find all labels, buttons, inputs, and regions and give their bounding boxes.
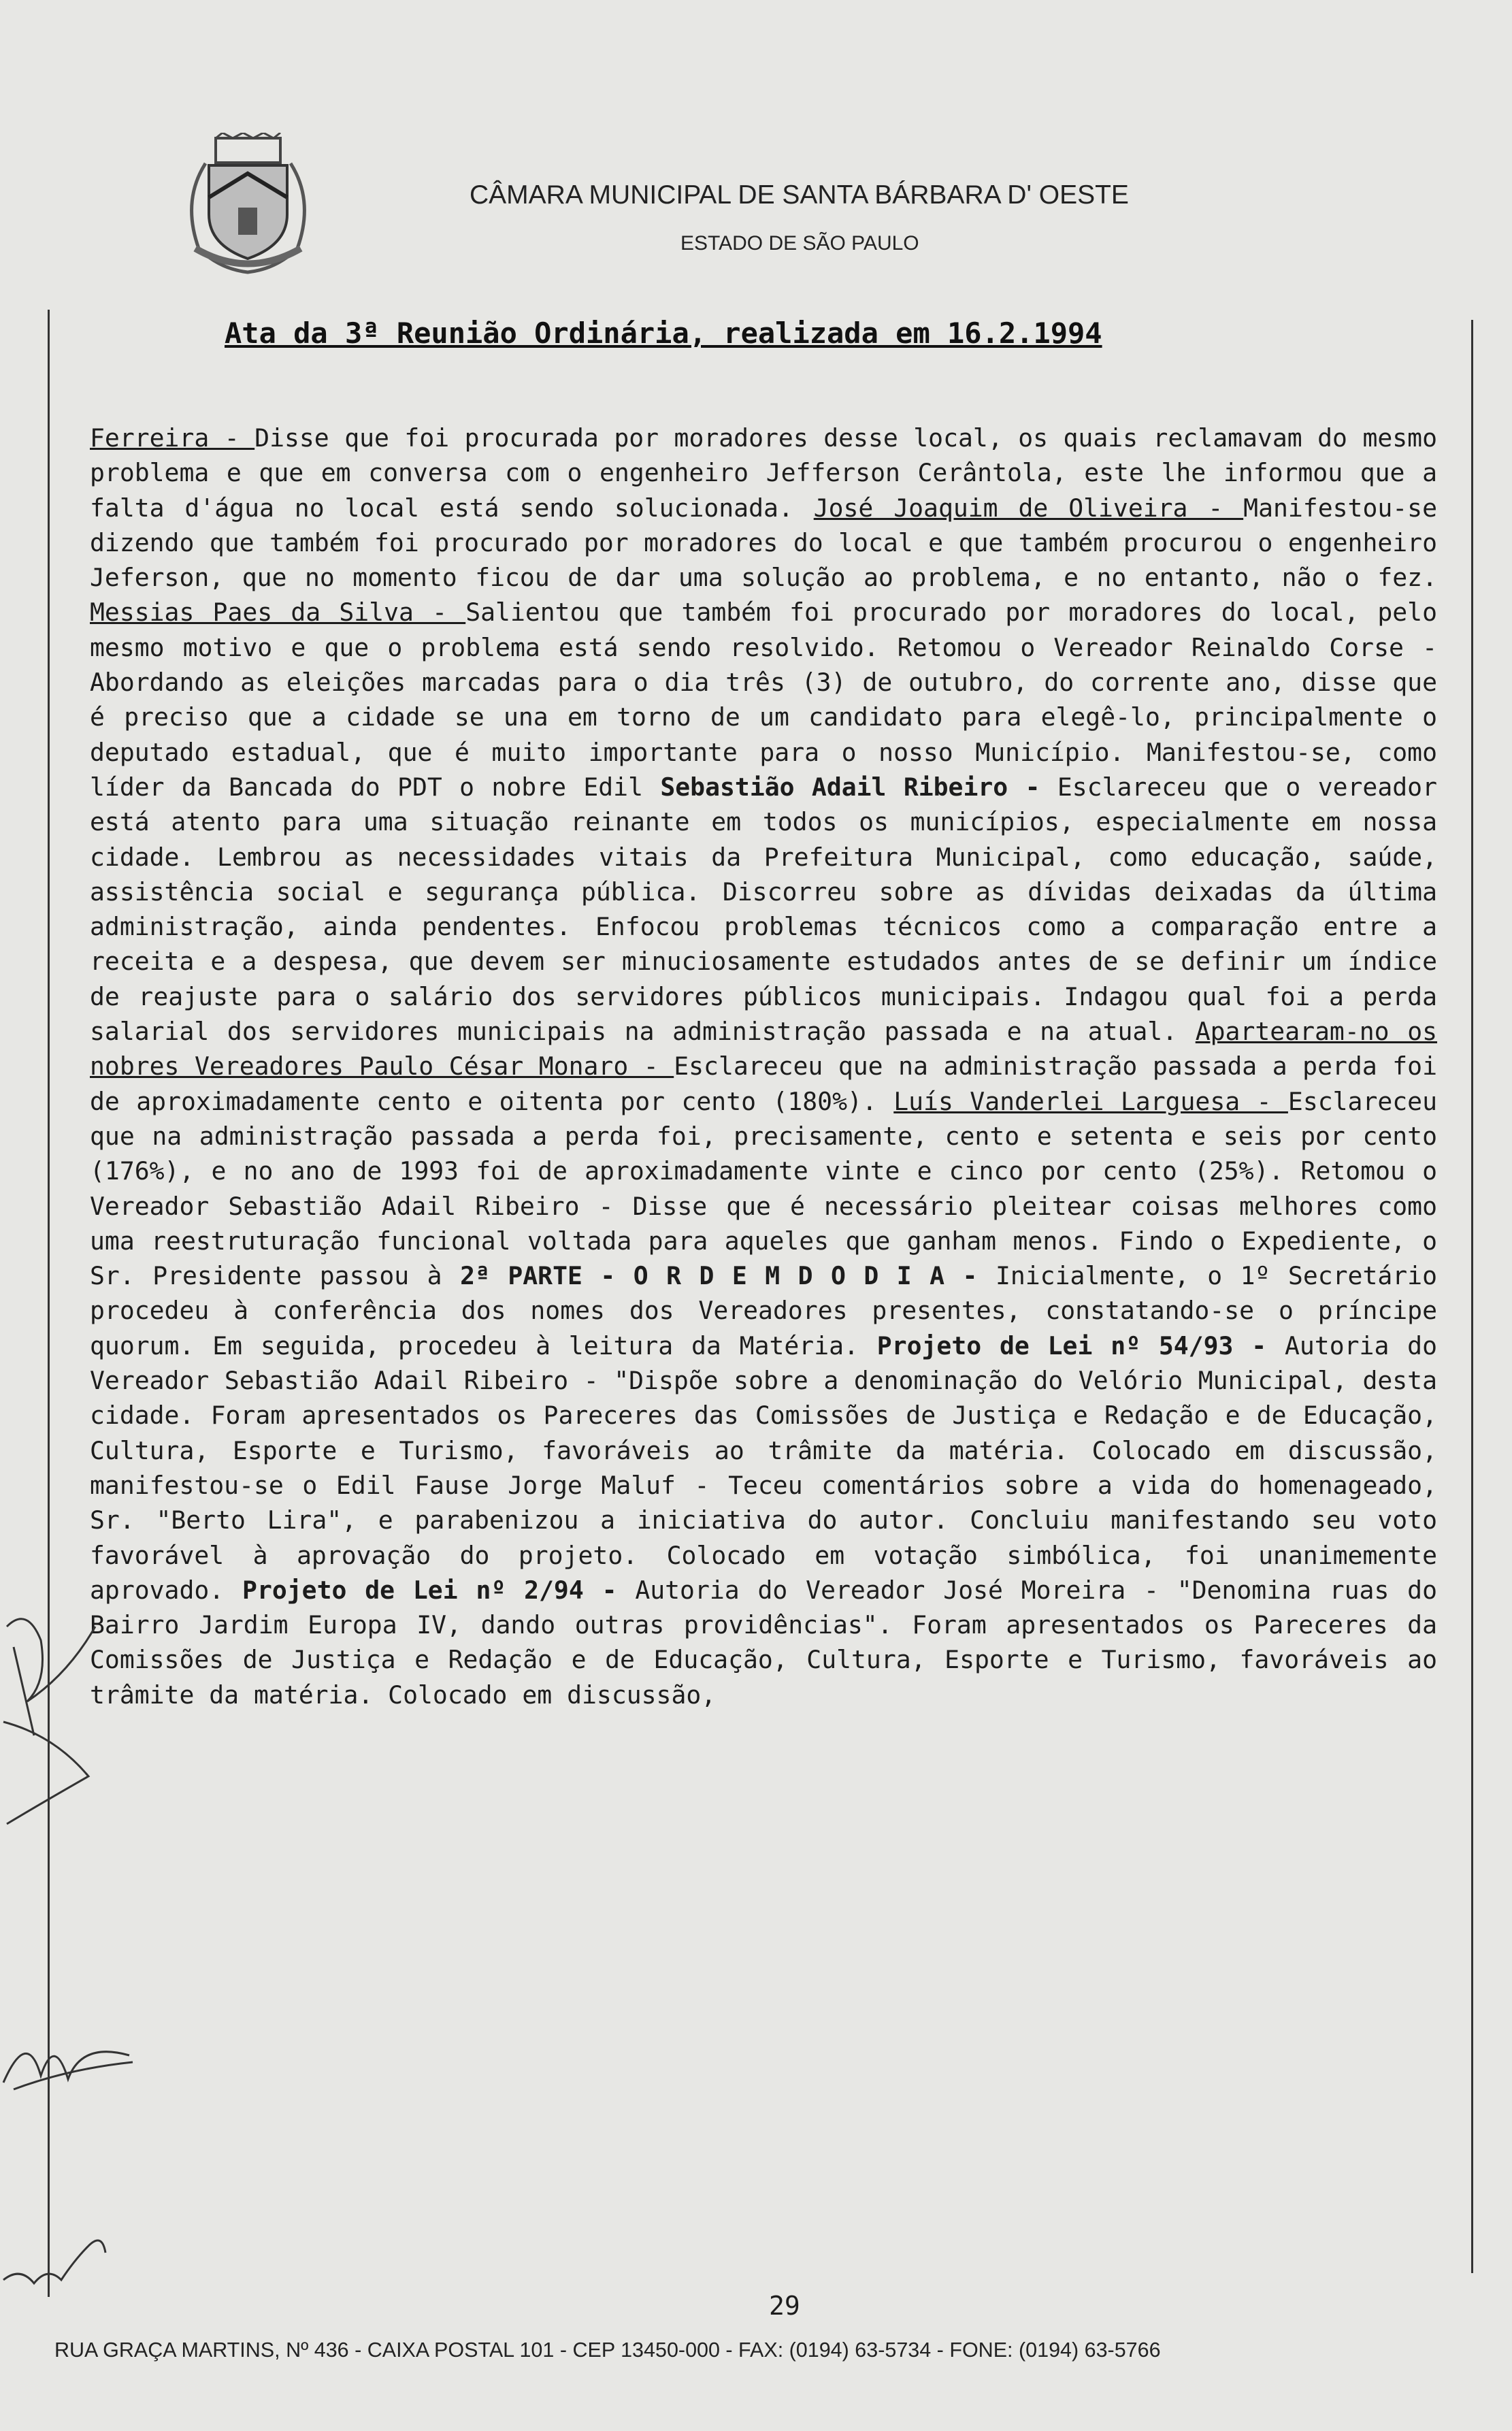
handwritten-signature-bottom-left (0, 2014, 136, 2103)
institution-name: CÂMARA MUNICIPAL DE SANTA BÁRBARA D' OESTE (470, 180, 1129, 210)
municipal-coat-of-arms-icon (178, 133, 318, 276)
document-title: Ata da 3ª Reunião Ordinária, realizada em 16.2.1994 (225, 316, 1102, 350)
right-margin-rule (1471, 320, 1473, 2273)
minutes-body (90, 421, 1437, 1712)
speaker-name: Sebastião Adail Ribeiro - (660, 772, 1057, 802)
state-name: ESTADO DE SÃO PAULO (680, 232, 919, 255)
body-text-segment: Inicialmente, o 1º Secretário procedeu à conferência dos nomes dos Vereadores presentes, constatando-se o príncipe quorum. Em seguida, procedeu à leitura da Matéria. (90, 1261, 1437, 1360)
speaker-name: Messias Paes da Silva - (90, 598, 466, 627)
body-text-segment: Esclareceu que o vereador está atento para uma situação reinante em todos os municípios, especialmente em nossa cidade. Lembrou as necessidades vitais da Prefeitura Municipal, como educação, saúde, assistência social e segurança pública. Discorreu sobre as dívidas deixadas da última administração, ainda pendentes. Enfocou problemas técnicos como a comparação entre a receita e a despesa, que devem ser minuciosamente estudados antes de se definir um índice de reajuste para o salário dos servidores públicos municipais. Indagou qual foi a perda salarial dos servidores municipais na administração passada e na atual. (90, 772, 1437, 1047)
body-text-segment: Disse que foi procurada por moradores desse local, os quais reclamavam do mesmo problema e que em conversa com o engenheiro Jefferson Cerântola, este lhe informou que a falta d'água no local está sendo solucionada. (90, 423, 1438, 523)
speaker-name: José Joaquim de Oliveira - (813, 493, 1244, 523)
speaker-name: Luís Vanderlei Larguesa - (893, 1086, 1288, 1116)
speaker-name: Apartearam-no os nobres Vereadores Paulo César Monaro - (90, 1017, 1438, 1081)
handwritten-initials (0, 2225, 109, 2300)
section-heading: 2ª PARTE - O R D E M D O D I A - (460, 1261, 996, 1291)
bill-heading: Projeto de Lei nº 2/94 - (242, 1575, 636, 1605)
address-footer: RUA GRAÇA MARTINS, Nº 436 - CAIXA POSTAL 101 - CEP 13450-000 - FAX: (0194) 63-5734 - FONE: (0194) 63-5766 (54, 2338, 1161, 2362)
body-text-segment: Esclareceu que na administração passada a perda foi de aproximadamente cento e oitenta por cento (180%). (90, 1051, 1437, 1116)
page-number: 29 (769, 2291, 800, 2321)
left-margin-rule (48, 310, 50, 2297)
speaker-name: Ferreira - (90, 423, 255, 453)
body-text-segment: Manifestou-se dizendo que também foi procurado por moradores do local e que também procurou o engenheiro Jeferson, que no momento ficou de dar uma solução ao problema, e no entanto, não o fez. (90, 493, 1437, 593)
body-text-segment: Autoria do Vereador Sebastião Adail Ribeiro - "Dispõe sobre a denominação do Velório Municipal, desta cidade. Foram apresentados os Pareceres das Comissões de Justiça e Redação e de Educação, Cultura, Esporte e Turismo, favoráveis ao trâmite da matéria. Colocado em discussão, manifestou-se o Edil Fause Jorge Maluf - Teceu comentários sobre a vida do homenageado, Sr. "Berto Lira", e parabenizou a iniciativa do autor. Concluiu manifestando seu voto favorável à aprovação do projeto. Colocado em votação simbólica, foi unanimemente aprovado. (90, 1331, 1438, 1605)
body-text-segment: Autoria do Vereador José Moreira - "Denomina ruas do Bairro Jardim Europa IV, dando outras providências". Foram apresentados os Pareceres da Comissões de Justiça e Redação e de Educação, Cultura, Esporte e Turismo, favoráveis ao trâmite da matéria. Colocado em discussão, (90, 1575, 1438, 1710)
bill-heading: Projeto de Lei nº 54/93 - (876, 1331, 1285, 1360)
minutes-paragraph (90, 421, 1437, 1712)
body-text-segment: Salientou que também foi procurado por moradores do local, pelo mesmo motivo e que o problema está sendo resolvido. Retomou o Vereador Reinaldo Corse - Abordando as eleições marcadas para o dia três (3) de outubro, do corrente ano, disse que é preciso que a cidade se una em torno de um candidato para elegê-lo, principalmente o deputado estadual, que é muito importante para o nosso Município. Manifestou-se, como líder da Bancada do PDT o nobre Edil (90, 598, 1437, 802)
handwritten-signature-left (0, 1599, 102, 1831)
body-text-segment: Esclareceu que na administração passada a perda foi, precisamente, cento e setenta e seis por cento (176%), e no ano de 1993 foi de aproximadamente vinte e cinco por cento (25%). Retomou o Vereador Sebastião Adail Ribeiro - Disse que é necessário pleitear coisas melhores como uma reestruturação funcional voltada para aqueles que ganham menos. Findo o Expediente, o Sr. Presidente passou à (90, 1086, 1437, 1291)
